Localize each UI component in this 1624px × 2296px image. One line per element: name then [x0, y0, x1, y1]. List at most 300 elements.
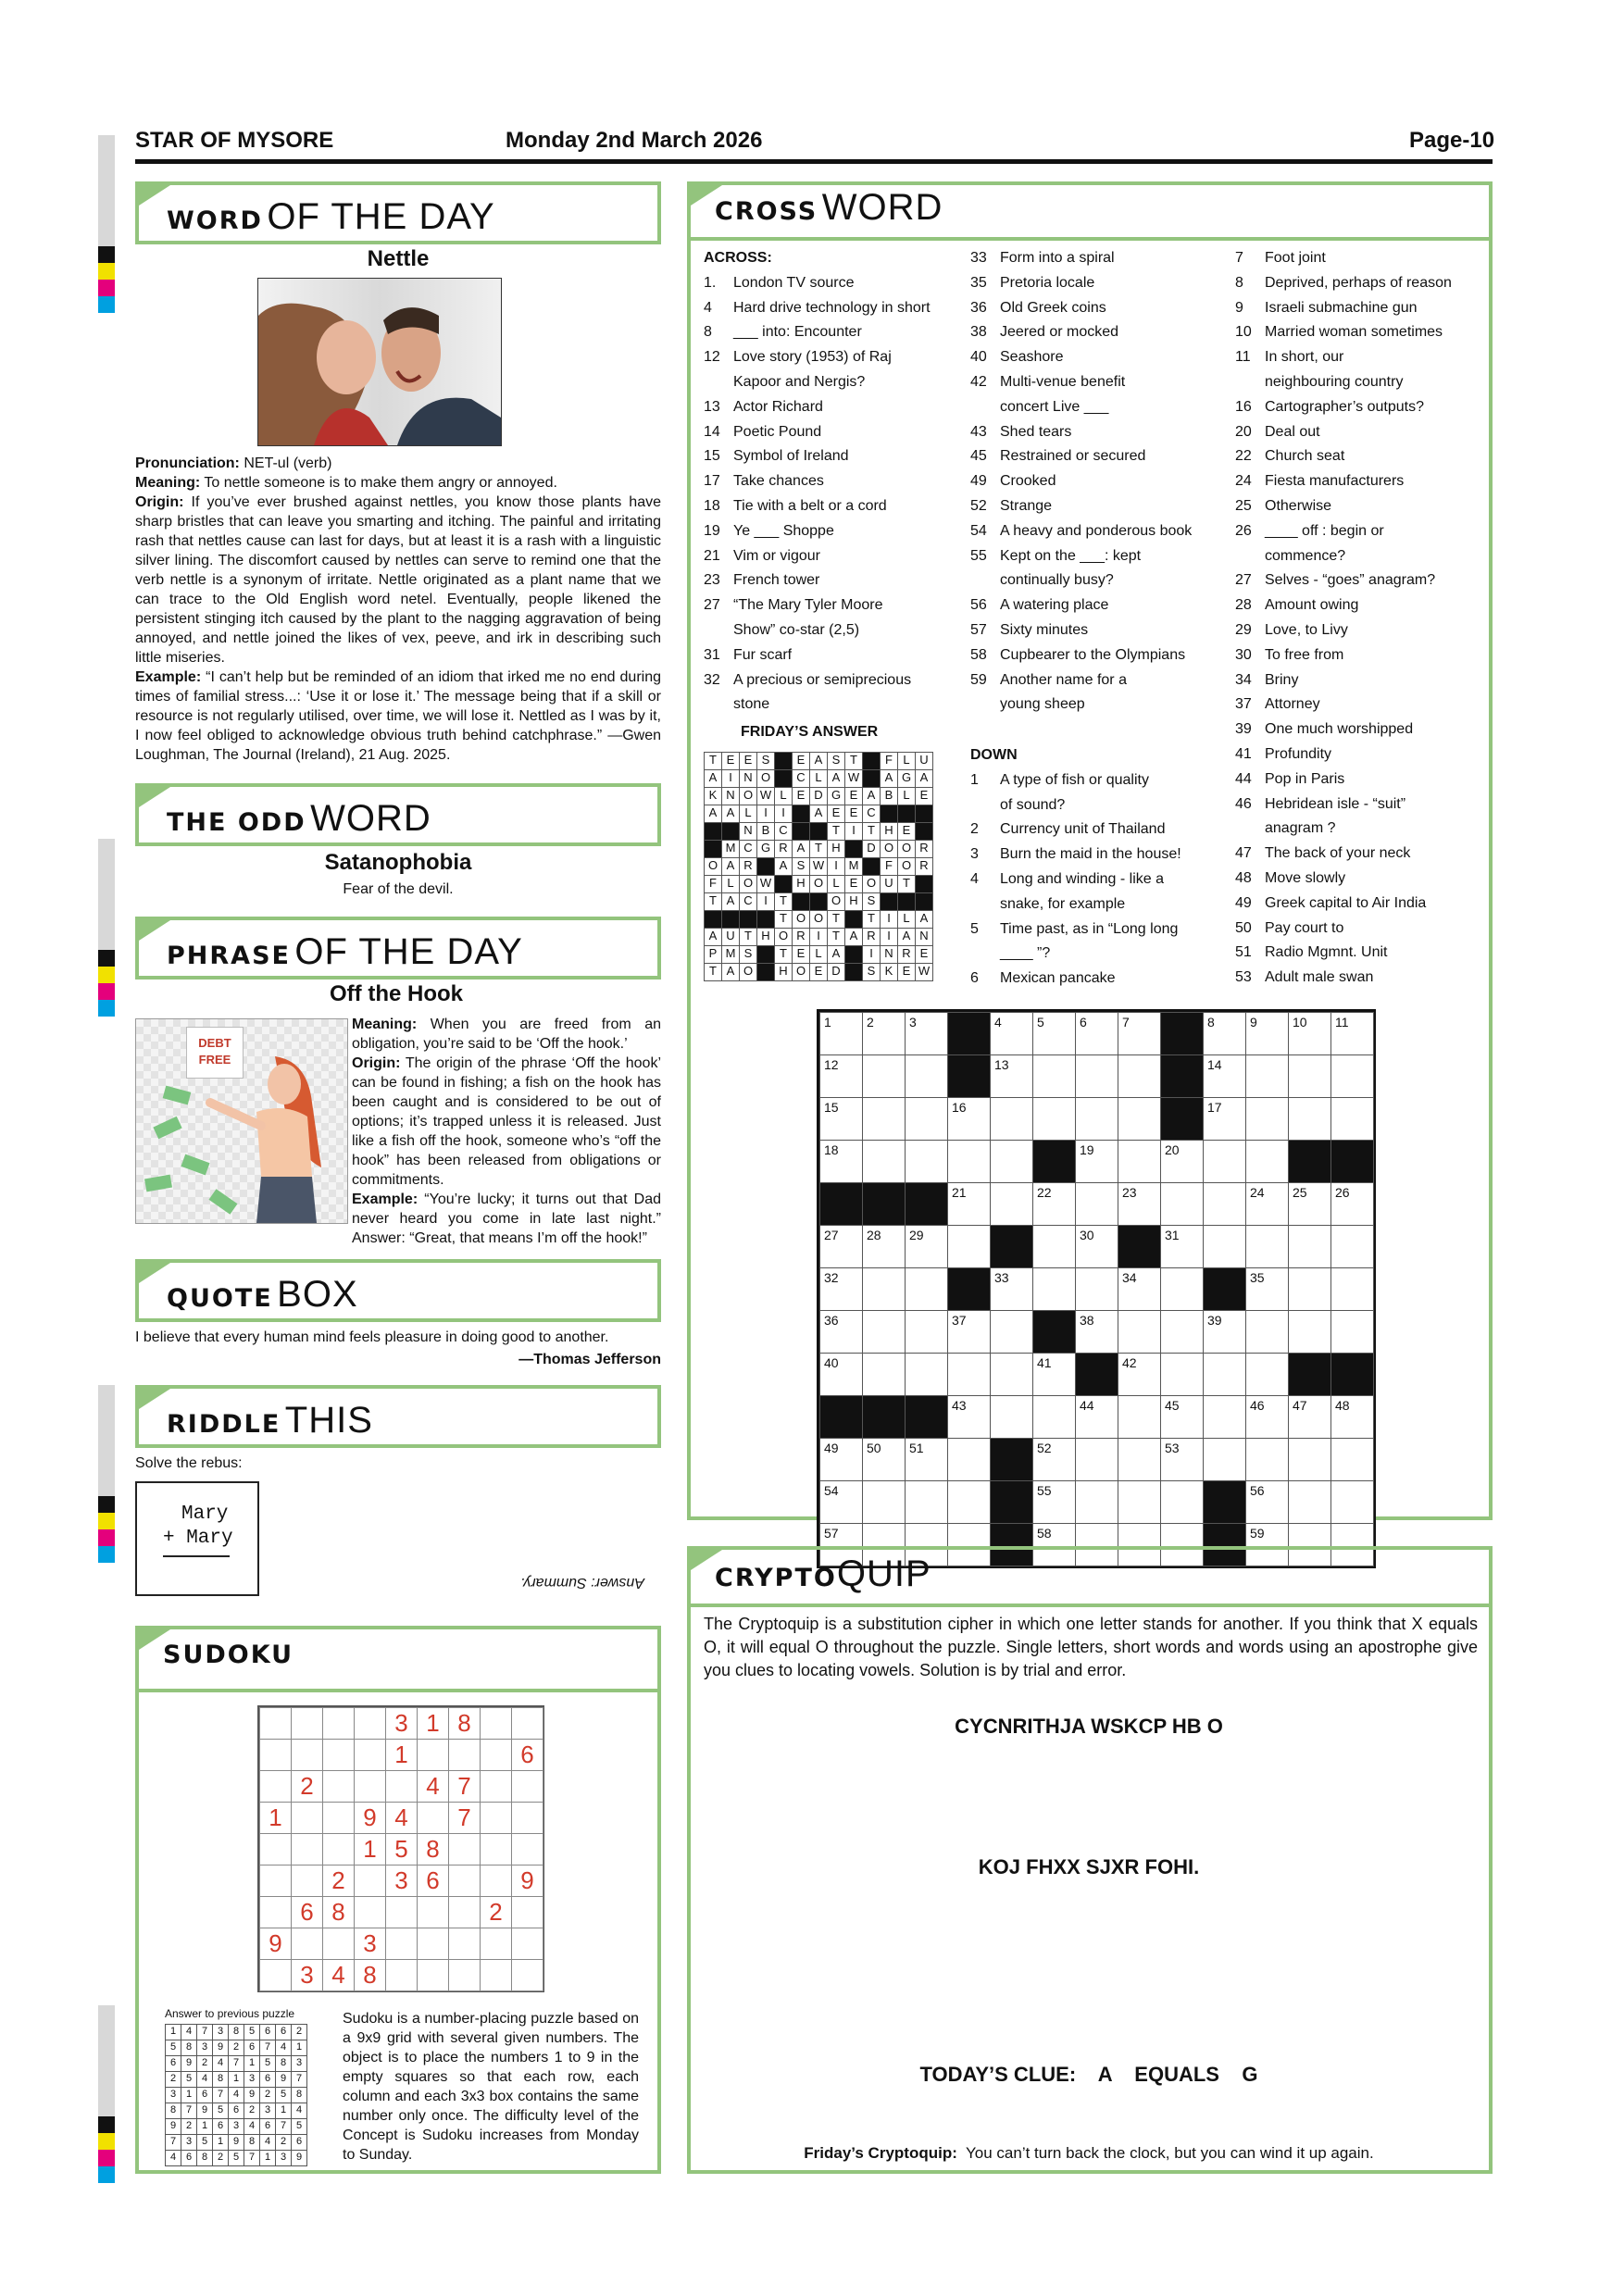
- crossword-cell[interactable]: [1032, 1054, 1076, 1098]
- answer-cell: [915, 945, 933, 964]
- black-square: [756, 945, 775, 964]
- crossword-cell[interactable]: [1075, 1310, 1118, 1354]
- crossword-cell[interactable]: [819, 1140, 863, 1183]
- crossword-cell[interactable]: [1160, 1480, 1204, 1524]
- crossword-cell[interactable]: [819, 1054, 863, 1098]
- sudoku-cell[interactable]: [322, 1802, 355, 1834]
- crossword-cell[interactable]: [819, 1012, 863, 1055]
- crossword-cell[interactable]: [1330, 1480, 1374, 1524]
- answer-letter: A: [831, 946, 841, 960]
- corner-flag: [139, 185, 170, 206]
- crossword-cell[interactable]: [905, 1054, 948, 1098]
- crossword-cell[interactable]: [1245, 1140, 1289, 1183]
- crossword-cell[interactable]: [1032, 1267, 1076, 1311]
- answer-cell: [844, 752, 863, 770]
- sudoku-cell[interactable]: [259, 1833, 292, 1866]
- crossword-cell[interactable]: [1330, 1438, 1374, 1481]
- sudoku-answer-digit: 8: [201, 2152, 208, 2163]
- crossword-cell[interactable]: [1245, 1310, 1289, 1354]
- clue-text: “The Mary Tyler Moore: [733, 597, 883, 614]
- sudoku-cell[interactable]: [480, 1707, 512, 1740]
- sudoku-cell[interactable]: [417, 1959, 449, 1991]
- crossword-cell[interactable]: [819, 1310, 863, 1354]
- answer-letter: E: [919, 788, 929, 802]
- answer-cell: [792, 963, 810, 981]
- sudoku-answer-digit: 7: [295, 2073, 303, 2084]
- crossword-cell[interactable]: [1118, 1480, 1161, 1524]
- crossword-cell[interactable]: [1288, 1480, 1331, 1524]
- crossword-cell[interactable]: [1118, 1438, 1161, 1481]
- sudoku-answer-digit: 2: [232, 2041, 240, 2053]
- clue-row: [1235, 494, 1485, 519]
- crossword-cell[interactable]: [1203, 1353, 1246, 1396]
- sudoku-cell[interactable]: [385, 1959, 418, 1991]
- crossword-cell[interactable]: [1288, 1395, 1331, 1439]
- crossword-cell[interactable]: [862, 1310, 906, 1354]
- answer-cell: [880, 875, 898, 893]
- crossword-cell[interactable]: [819, 1353, 863, 1396]
- crossword-cell[interactable]: [862, 1480, 906, 1524]
- cell-number: 55: [1037, 1483, 1052, 1498]
- clue-text: The back of your neck: [1265, 845, 1411, 862]
- sudoku-cell[interactable]: [448, 1959, 481, 1991]
- crossword-cell[interactable]: [1288, 1225, 1331, 1268]
- issue-date: Monday 2nd March 2026: [506, 128, 763, 153]
- crossword-cell[interactable]: [947, 1438, 991, 1481]
- crossword-cell[interactable]: [1160, 1182, 1204, 1226]
- crossword-cell[interactable]: [862, 1097, 906, 1141]
- crossword-cell[interactable]: [1245, 1438, 1289, 1481]
- black-square: [880, 805, 898, 823]
- sudoku-cell[interactable]: [291, 1865, 323, 1897]
- answer-letter: U: [726, 929, 735, 942]
- sudoku-answer-cell: [196, 2150, 213, 2166]
- answer-cell: [739, 787, 757, 805]
- sudoku-answer-digit: 2: [217, 2152, 224, 2163]
- crossword-cell[interactable]: [1245, 1097, 1289, 1141]
- crossword-cell[interactable]: [905, 1140, 948, 1183]
- crossword-cell[interactable]: [990, 1054, 1033, 1098]
- answer-cell: [739, 963, 757, 981]
- crossword-cell[interactable]: [1118, 1353, 1161, 1396]
- sudoku-cell[interactable]: [417, 1896, 449, 1928]
- sudoku-cell[interactable]: [511, 1802, 543, 1834]
- sudoku-cell[interactable]: [354, 1865, 386, 1897]
- clue-text: Fur scarf: [733, 646, 793, 663]
- crossword-cell[interactable]: [1160, 1353, 1204, 1396]
- crossword-cell[interactable]: [990, 1310, 1033, 1354]
- sudoku-cell[interactable]: [480, 1928, 512, 1960]
- crossword-cell[interactable]: [947, 1225, 991, 1268]
- sudoku-cell[interactable]: [480, 1739, 512, 1771]
- clue-number: [704, 370, 733, 395]
- sudoku-cell[interactable]: [354, 1896, 386, 1928]
- sudoku-cell: [480, 1896, 512, 1928]
- answer-letter: L: [780, 788, 787, 802]
- answer-letter: A: [726, 858, 735, 872]
- sudoku-cell[interactable]: [291, 1928, 323, 1960]
- clue-row: [1235, 544, 1485, 569]
- sudoku-cell[interactable]: [259, 1739, 292, 1771]
- sudoku-answer-digit: 2: [280, 2136, 287, 2147]
- sudoku-cell[interactable]: [417, 1928, 449, 1960]
- crossword-cell[interactable]: [1330, 1310, 1374, 1354]
- clue-row: [1235, 320, 1485, 345]
- answer-cell: [897, 945, 916, 964]
- answer-letter: N: [919, 929, 929, 942]
- crossword-cell[interactable]: [1245, 1395, 1289, 1439]
- crossword-cell[interactable]: [905, 1012, 948, 1055]
- sudoku-cell[interactable]: [511, 1770, 543, 1803]
- crossword-cell[interactable]: [1075, 1012, 1118, 1055]
- clue-text: Love story (1953) of Raj: [733, 349, 892, 366]
- crossword-cell[interactable]: [1160, 1225, 1204, 1268]
- sudoku-cell[interactable]: [480, 1959, 512, 1991]
- crossword-cell[interactable]: [1245, 1054, 1289, 1098]
- crossword-cell[interactable]: [1118, 1140, 1161, 1183]
- answer-letter: O: [883, 841, 894, 855]
- crossword-cell[interactable]: [862, 1438, 906, 1481]
- crossword-cell[interactable]: [905, 1267, 948, 1311]
- crossword-cell[interactable]: [1118, 1310, 1161, 1354]
- crossword-cell[interactable]: [1032, 1012, 1076, 1055]
- answer-letter: R: [902, 946, 911, 960]
- crossword-cell[interactable]: [1330, 1054, 1374, 1098]
- sudoku-answer-cell: [244, 2087, 260, 2103]
- sudoku-cell[interactable]: [291, 1833, 323, 1866]
- answer-letter: O: [831, 893, 842, 907]
- crossword-cell[interactable]: [819, 1097, 863, 1141]
- sudoku-answer-digit: 1: [232, 2073, 240, 2084]
- crossword-cell[interactable]: [990, 1097, 1033, 1141]
- sudoku-cell[interactable]: [354, 1739, 386, 1771]
- crossword-cell[interactable]: [990, 1267, 1033, 1311]
- crossword-cell[interactable]: [1203, 1225, 1246, 1268]
- answer-cell: [792, 857, 810, 876]
- clue-number: 6: [970, 970, 979, 987]
- crossword-cell[interactable]: [862, 1267, 906, 1311]
- clue-row: [970, 793, 1231, 818]
- sudoku-cell[interactable]: [511, 1707, 543, 1740]
- crossword-cell[interactable]: [1288, 1438, 1331, 1481]
- answer-letter: W: [759, 876, 772, 890]
- sudoku-cell[interactable]: [322, 1928, 355, 1960]
- sudoku-cell[interactable]: [417, 1739, 449, 1771]
- sudoku-cell[interactable]: [354, 1770, 386, 1803]
- sudoku-cell[interactable]: [448, 1739, 481, 1771]
- clue-number: 46: [1235, 795, 1252, 812]
- crossword-cell[interactable]: [862, 1012, 906, 1055]
- sudoku-cell[interactable]: [354, 1707, 386, 1740]
- black-square: [990, 1225, 1033, 1268]
- clue-text: continually busy?: [1000, 572, 1114, 589]
- crossword-cell[interactable]: [1160, 1140, 1204, 1183]
- crossword-cell[interactable]: [1118, 1267, 1161, 1311]
- sudoku-cell[interactable]: [291, 1739, 323, 1771]
- sudoku-answer-digit: 6: [248, 2041, 256, 2053]
- sudoku-answer-cell: [291, 2150, 307, 2166]
- clue-text: snake, for example: [1000, 895, 1126, 912]
- sudoku-cell[interactable]: [291, 1707, 323, 1740]
- crossword-cell[interactable]: [1203, 1012, 1246, 1055]
- crossword-cell[interactable]: [905, 1225, 948, 1268]
- clue-row: [970, 420, 1231, 445]
- crossword-cell[interactable]: [947, 1395, 991, 1439]
- crossword-cell[interactable]: [1330, 1395, 1374, 1439]
- crossword-cell[interactable]: [1288, 1054, 1331, 1098]
- clue-text: Foot joint: [1265, 250, 1326, 266]
- crossword-cell[interactable]: [1032, 1395, 1076, 1439]
- crossword-cell[interactable]: [1245, 1267, 1289, 1311]
- crossword-cell[interactable]: [1075, 1054, 1118, 1098]
- black-square: [756, 910, 775, 929]
- sudoku-cell[interactable]: [511, 1833, 543, 1866]
- sudoku-answer-cell: [165, 2024, 181, 2040]
- answer-letter: A: [831, 770, 841, 784]
- crossword-cell[interactable]: [1032, 1480, 1076, 1524]
- sudoku-given-digit: 3: [394, 1709, 408, 1737]
- sudoku-cell[interactable]: [259, 1959, 292, 1991]
- crossword-cell[interactable]: [905, 1097, 948, 1141]
- crossword-cell[interactable]: [990, 1182, 1033, 1226]
- sudoku-cell[interactable]: [480, 1833, 512, 1866]
- crossword-cell[interactable]: [1288, 1182, 1331, 1226]
- answer-letter: E: [849, 788, 858, 802]
- crossword-cell[interactable]: [1032, 1225, 1076, 1268]
- clue-row: [1235, 842, 1485, 867]
- sudoku-cell[interactable]: [448, 1896, 481, 1928]
- sudoku-cell: [511, 1739, 543, 1771]
- sudoku-cell[interactable]: [385, 1928, 418, 1960]
- crossword-cell[interactable]: [1330, 1012, 1374, 1055]
- clue-row: [970, 469, 1231, 494]
- sudoku-answer-digit: 8: [185, 2041, 193, 2053]
- answer-letter: I: [781, 805, 785, 819]
- sudoku-cell[interactable]: [259, 1770, 292, 1803]
- sudoku-answer-digit: 3: [217, 2026, 224, 2037]
- sudoku-answer-cell: [259, 2118, 276, 2135]
- sudoku-answer-digit: 9: [232, 2136, 240, 2147]
- crossword-cell[interactable]: [1118, 1395, 1161, 1439]
- sudoku-cell[interactable]: [417, 1802, 449, 1834]
- crossword-cell[interactable]: [1075, 1225, 1118, 1268]
- crossword-cell[interactable]: [1075, 1480, 1118, 1524]
- sudoku-cell[interactable]: [480, 1802, 512, 1834]
- sudoku-cell[interactable]: [385, 1896, 418, 1928]
- answer-letter: R: [867, 929, 876, 942]
- black-square: [1203, 1480, 1246, 1524]
- sudoku-cell[interactable]: [480, 1770, 512, 1803]
- sudoku-cell[interactable]: [448, 1833, 481, 1866]
- sudoku-given-digit: 8: [331, 1898, 345, 1926]
- crossword-cell[interactable]: [1203, 1438, 1246, 1481]
- crossword-cell[interactable]: [1032, 1097, 1076, 1141]
- crossword-cell[interactable]: [1203, 1097, 1246, 1141]
- answer-cell: [704, 892, 722, 911]
- crossword-cell[interactable]: [1203, 1395, 1246, 1439]
- crossword-cell[interactable]: [862, 1353, 906, 1396]
- crossword-cell[interactable]: [1118, 1097, 1161, 1141]
- crossword-cell[interactable]: [1245, 1012, 1289, 1055]
- crossword-cell[interactable]: [990, 1140, 1033, 1183]
- crossword-cell[interactable]: [905, 1438, 948, 1481]
- crossword-cell[interactable]: [947, 1182, 991, 1226]
- answer-cell: [774, 910, 793, 929]
- black-square: [905, 1182, 948, 1226]
- crossword-cell[interactable]: [1075, 1395, 1118, 1439]
- crossword-cell[interactable]: [1203, 1054, 1246, 1098]
- crossword-cell[interactable]: [1245, 1480, 1289, 1524]
- cell-number: 10: [1293, 1015, 1307, 1029]
- crossword-cell[interactable]: [990, 1395, 1033, 1439]
- sudoku-answer-cell: [196, 2055, 213, 2072]
- answer-letter: H: [831, 841, 841, 855]
- crossword-cell[interactable]: [947, 1097, 991, 1141]
- sudoku-cell[interactable]: [259, 1896, 292, 1928]
- sudoku-answer-cell: [275, 2118, 292, 2135]
- clue-row: [1235, 593, 1485, 618]
- sudoku-answer-cell: [244, 2040, 260, 2056]
- answer-cell: [792, 928, 810, 946]
- answer-cell: [880, 840, 898, 858]
- clue-row: [970, 693, 1231, 718]
- crossword-cell[interactable]: [1330, 1267, 1374, 1311]
- answer-cell: [880, 963, 898, 981]
- crossword-cell[interactable]: [947, 1310, 991, 1354]
- crossword-cell[interactable]: [1160, 1438, 1204, 1481]
- clue-row: [970, 494, 1231, 519]
- clue-number: 5: [970, 920, 979, 937]
- crossword-cell[interactable]: [905, 1310, 948, 1354]
- crossword-cell[interactable]: [1288, 1267, 1331, 1311]
- crossword-cell[interactable]: [1203, 1140, 1246, 1183]
- black-square: [862, 752, 881, 770]
- crossword-cell[interactable]: [862, 1140, 906, 1183]
- crossword-cell[interactable]: [1203, 1310, 1246, 1354]
- cell-number: 31: [1165, 1228, 1180, 1242]
- crossword-cell[interactable]: [1245, 1225, 1289, 1268]
- clue-row: [1235, 618, 1485, 643]
- crossword-cell[interactable]: [1075, 1140, 1118, 1183]
- answer-cell: [792, 945, 810, 964]
- cell-number: 20: [1165, 1142, 1180, 1157]
- answer-letter: L: [815, 770, 822, 784]
- black-square: [915, 892, 933, 911]
- crossword-cell[interactable]: [1032, 1353, 1076, 1396]
- sudoku-answer-cell: [196, 2040, 213, 2056]
- crossword-cell[interactable]: [819, 1438, 863, 1481]
- crossword-cell[interactable]: [1075, 1182, 1118, 1226]
- sudoku-answer-cell: [212, 2118, 229, 2135]
- crossword-cell[interactable]: [1288, 1012, 1331, 1055]
- crossword-cell[interactable]: [1118, 1182, 1161, 1226]
- crossword-cell[interactable]: [1330, 1182, 1374, 1226]
- crossword-cell[interactable]: [1118, 1054, 1161, 1098]
- clue-text: Shed tears: [1000, 423, 1072, 440]
- answer-letter: A: [919, 770, 929, 784]
- sudoku-cell[interactable]: [385, 1770, 418, 1803]
- crossword-cell[interactable]: [947, 1140, 991, 1183]
- sudoku-answer-cell: [165, 2055, 181, 2072]
- sudoku-cell[interactable]: [259, 1707, 292, 1740]
- crossword-cell[interactable]: [1330, 1097, 1374, 1141]
- sudoku-cell[interactable]: [511, 1959, 543, 1991]
- answer-letter: L: [727, 876, 734, 890]
- friday-cryptoquip-text: You can’t turn back the clock, but you can wind it up again.: [966, 2144, 1374, 2162]
- crossword-cell[interactable]: [905, 1480, 948, 1524]
- clue-text: Radio Mgmnt. Unit: [1265, 944, 1388, 961]
- sudoku-cell[interactable]: [511, 1896, 543, 1928]
- down-clues-col3: [1235, 246, 1485, 991]
- sudoku-cell[interactable]: [448, 1865, 481, 1897]
- crossword-cell[interactable]: [990, 1353, 1033, 1396]
- clue-row: [1235, 469, 1485, 494]
- clue-row: [1235, 867, 1485, 892]
- black-square: [1160, 1054, 1204, 1098]
- answer-cell: [756, 840, 775, 858]
- sudoku-cell[interactable]: [480, 1865, 512, 1897]
- crossword-cell[interactable]: [1160, 1267, 1204, 1311]
- crossword-cell[interactable]: [1288, 1097, 1331, 1141]
- crossword-cell[interactable]: [819, 1480, 863, 1524]
- crossword-cell[interactable]: [1245, 1353, 1289, 1396]
- sudoku-cell[interactable]: [511, 1928, 543, 1960]
- crossword-cell[interactable]: [1075, 1438, 1118, 1481]
- clue-text: A watering place: [1000, 597, 1109, 614]
- crossword-cell[interactable]: [1330, 1225, 1374, 1268]
- crossword-cell[interactable]: [862, 1225, 906, 1268]
- crossword-cell[interactable]: [819, 1225, 863, 1268]
- sudoku-answer-cell: [259, 2071, 276, 2088]
- clue-row: [704, 370, 963, 395]
- sudoku-cell[interactable]: [259, 1865, 292, 1897]
- sudoku-cell[interactable]: [322, 1833, 355, 1866]
- sudoku-answer-cell: [212, 2087, 229, 2103]
- crossword-cell[interactable]: [1160, 1310, 1204, 1354]
- crossword-cell[interactable]: [990, 1012, 1033, 1055]
- answer-cell: [809, 910, 828, 929]
- crossword-cell[interactable]: [1075, 1097, 1118, 1141]
- crossword-cell[interactable]: [1245, 1182, 1289, 1226]
- crossword-cell[interactable]: [947, 1480, 991, 1524]
- answer-cell: [880, 769, 898, 788]
- crossword-cell[interactable]: [1203, 1182, 1246, 1226]
- crossword-cell[interactable]: [862, 1054, 906, 1098]
- sudoku-cell[interactable]: [448, 1928, 481, 1960]
- crossword-cell[interactable]: [947, 1353, 991, 1396]
- sudoku-cell[interactable]: [322, 1770, 355, 1803]
- crossword-cell[interactable]: [1032, 1182, 1076, 1226]
- black-square: [774, 875, 793, 893]
- crossword-cell[interactable]: [1075, 1267, 1118, 1311]
- crossword-cell[interactable]: [1118, 1012, 1161, 1055]
- answer-letter: I: [764, 893, 768, 907]
- sudoku-cell[interactable]: [322, 1707, 355, 1740]
- answer-cell: [915, 840, 933, 858]
- answer-cell: [897, 910, 916, 929]
- sudoku-answer-cell: [259, 2040, 276, 2056]
- clue-number: [1235, 817, 1265, 842]
- sudoku-answer-digit: 8: [169, 2104, 177, 2115]
- sudoku-answer-cell: [228, 2071, 244, 2088]
- crossword-cell[interactable]: [905, 1353, 948, 1396]
- crossword-cell[interactable]: [1288, 1310, 1331, 1354]
- sudoku-cell[interactable]: [322, 1739, 355, 1771]
- crossword-cell[interactable]: [1032, 1438, 1076, 1481]
- sudoku-cell[interactable]: [291, 1802, 323, 1834]
- crossword-cell[interactable]: [1160, 1395, 1204, 1439]
- crossword-cell[interactable]: [819, 1267, 863, 1311]
